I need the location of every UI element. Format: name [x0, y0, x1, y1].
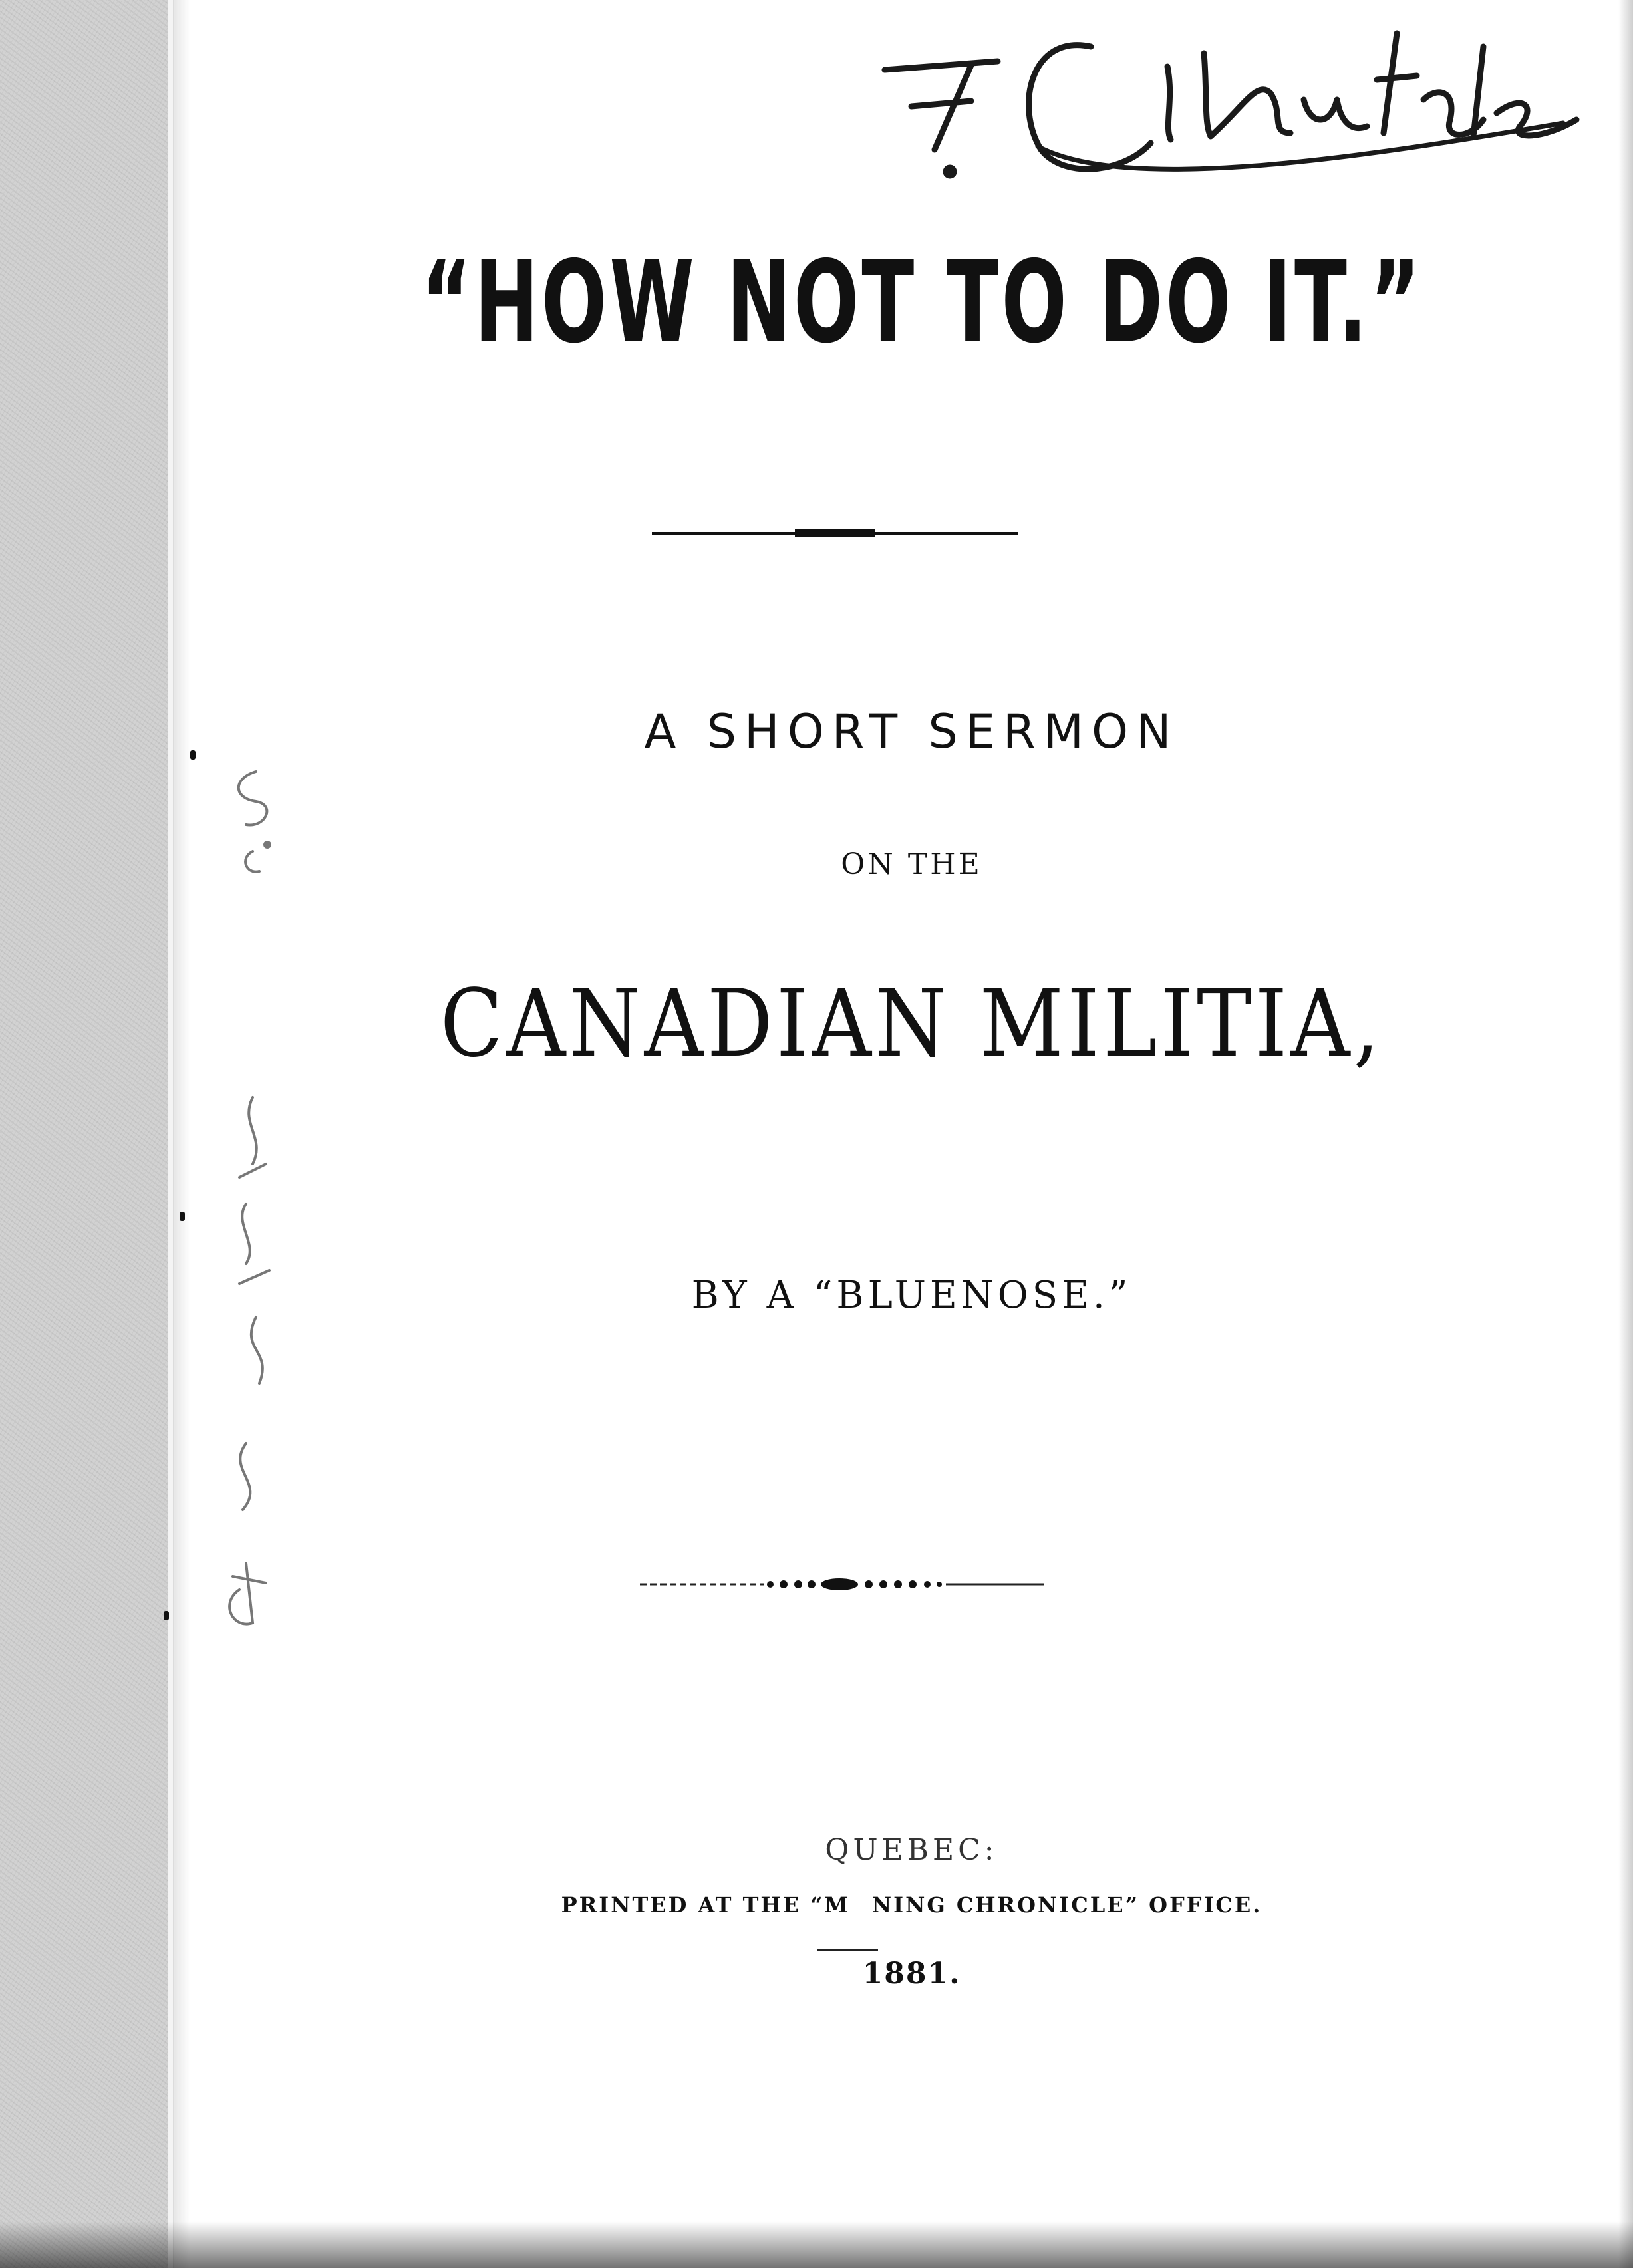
- imprint-city: QUEBEC:: [825, 1833, 998, 1867]
- connector-text: ON THE: [841, 847, 982, 881]
- ornamental-rule: [0, 520, 1633, 547]
- ornamental-divider: [0, 1571, 1633, 1598]
- handwritten-signature: [871, 7, 1603, 193]
- binding-strip: [0, 0, 170, 2268]
- binding-mark: [164, 1611, 169, 1620]
- subtitle: A SHORT SERMON: [644, 704, 1179, 759]
- imprint-printer: PRINTED AT THE “M NING CHRONICLE” OFFICE.: [561, 1892, 1262, 1917]
- main-subject: CANADIAN MILITIA,: [440, 970, 1384, 1078]
- page-bottom-edge: [0, 2221, 1633, 2268]
- page-title: “HOW NOT TO DO IT.”: [421, 237, 1423, 368]
- page-gutter-shadow: [173, 0, 190, 2268]
- imprint-year: 1881.: [862, 1957, 961, 1991]
- pencil-notes: [193, 765, 313, 1656]
- binding-mark: [180, 1212, 185, 1221]
- author-byline: BY A “BLUENOSE.”: [691, 1274, 1132, 1317]
- page-right-edge: [1618, 0, 1633, 2268]
